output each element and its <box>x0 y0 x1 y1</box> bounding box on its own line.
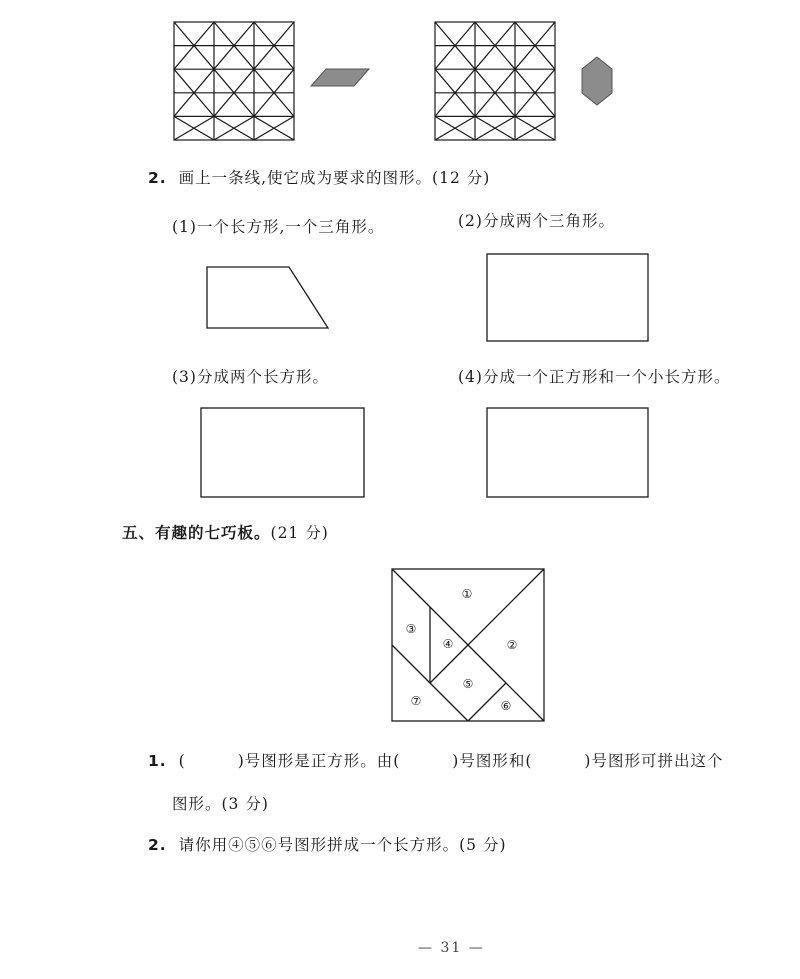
tangram-label-2: ② <box>506 638 518 652</box>
section5-points: (21 分) <box>270 524 329 542</box>
sub2-line <box>148 833 507 855</box>
tangram-label-5: ⑤ <box>462 677 474 691</box>
q2-rectangle-4[interactable] <box>486 407 650 499</box>
sub1-text2: )号图形和( <box>452 752 533 770</box>
sub1-open: ( <box>178 752 186 770</box>
tangram-figure <box>391 568 545 722</box>
left-grid <box>174 22 294 140</box>
tangram-label-6: ⑥ <box>500 699 512 713</box>
sub1-text3: )号图形可拼出这个 <box>584 752 724 770</box>
tangram-label-7: ⑦ <box>410 694 422 708</box>
hexagon-shape <box>581 56 613 106</box>
q2-rectangle-3[interactable] <box>200 407 366 499</box>
q2-part1-label: (1)一个长方形,一个三角形。 <box>172 218 385 236</box>
section5-heading <box>122 521 329 543</box>
sub1-line2: 图形。(3 分) <box>172 795 269 813</box>
q2-heading <box>148 166 490 188</box>
sub2-number: 2. <box>148 836 167 854</box>
q2-part3-label: (3)分成两个长方形。 <box>172 368 329 386</box>
q2-text: 画上一条线,使它成为要求的图形。(12 分) <box>178 169 491 187</box>
page-number: — 31 — <box>418 940 485 956</box>
q2-part2-label: (2)分成两个三角形。 <box>458 212 615 230</box>
tangram-label-3: ③ <box>405 622 417 636</box>
q2-part4-label: (4)分成一个正方形和一个小长方形。 <box>458 368 731 386</box>
sub1-text1: )号图形是正方形。由( <box>237 752 401 770</box>
sub2-text: 请你用④⑤⑥号图形拼成一个长方形。(5 分) <box>178 836 507 854</box>
sub1-number: 1. <box>148 752 167 770</box>
tangram-label-1: ① <box>461 587 473 601</box>
right-grid <box>435 22 555 140</box>
parallelogram-shape <box>310 68 370 88</box>
q2-trapezoid[interactable] <box>206 266 330 330</box>
q2-number: 2. <box>148 169 167 187</box>
tangram-label-4: ④ <box>442 637 454 651</box>
sub1-line1 <box>148 749 723 771</box>
section5-title: 五、有趣的七巧板。 <box>122 523 271 542</box>
q2-rectangle-2[interactable] <box>486 253 650 343</box>
